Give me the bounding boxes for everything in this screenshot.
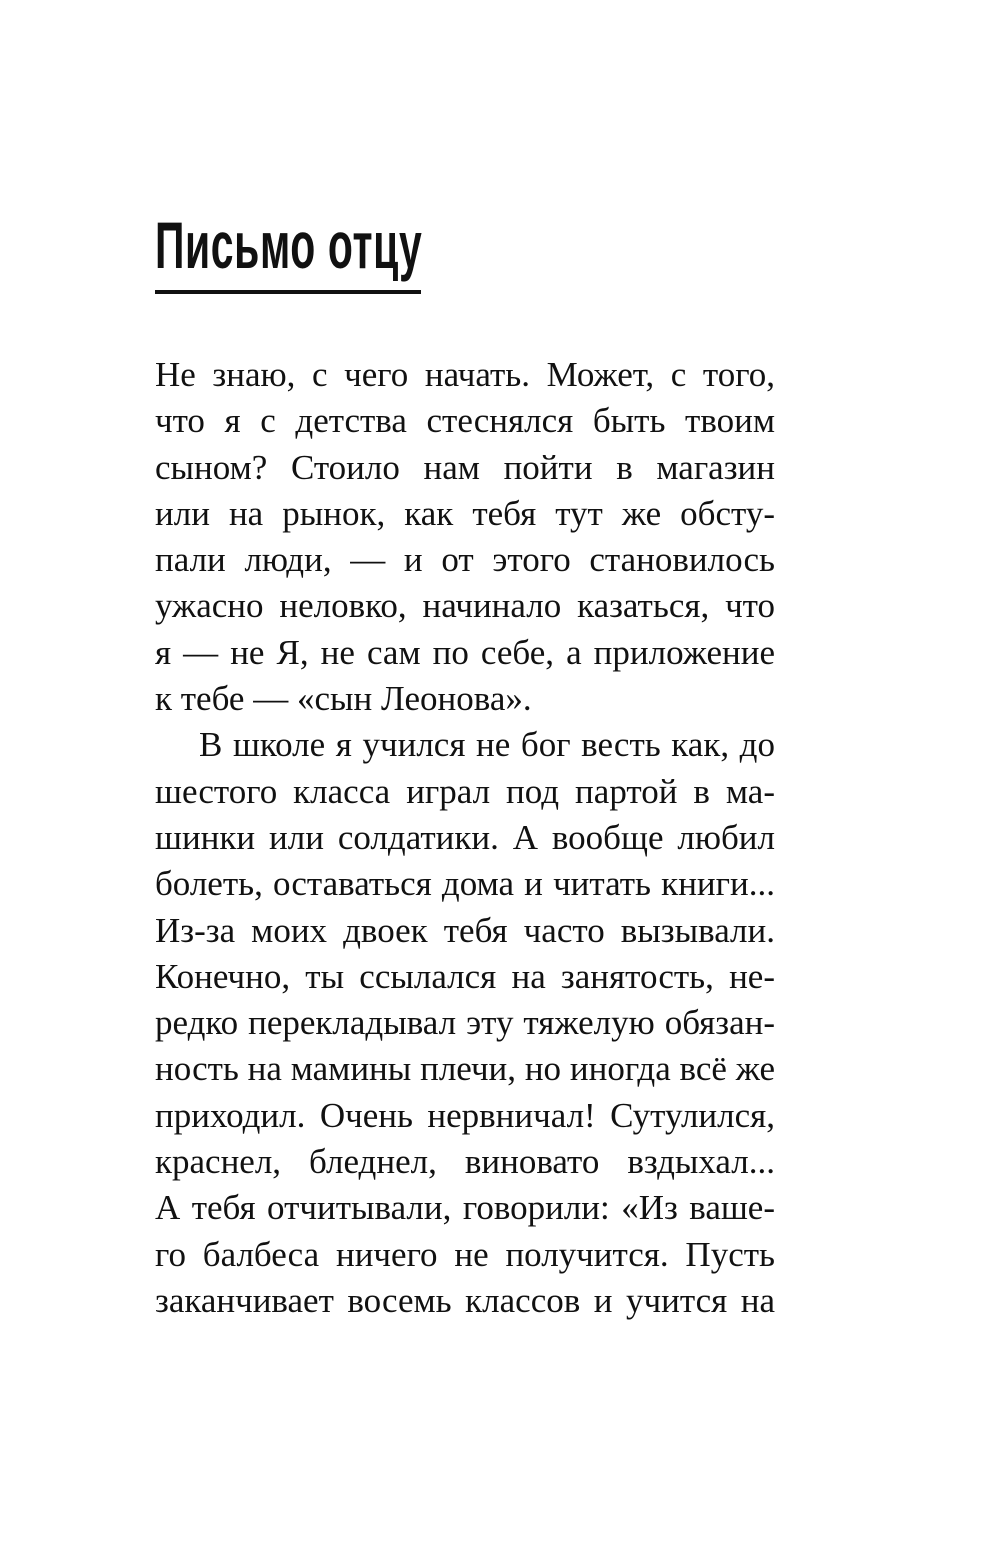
text-line: шестого класса играл под партой в ма- (155, 771, 775, 811)
text-line: болеть, оставаться дома и читать книги... (155, 864, 775, 904)
text-line: или на рынок, как тебя тут же обсту- (155, 493, 775, 533)
text-line: к тебе — «сын Леонова». (155, 679, 532, 719)
text-line: го балбеса ничего не получится. Пусть (155, 1234, 775, 1274)
text-line: краснел, бледнел, виновато вздыхал... (155, 1142, 775, 1182)
text-line: ность на мамины плечи, но иногда всё же (155, 1049, 775, 1089)
text-line: В школе я учился не бог весть как, до (199, 725, 775, 765)
text-line: приходил. Очень нервничал! Сутулился, (155, 1095, 775, 1135)
text-line: я — не Я, не сам по себе, а приложение (155, 632, 775, 672)
text-line: редко перекладывал эту тяжелую обязан- (155, 1003, 775, 1043)
text-line: Из-за моих двоек тебя часто вызывали. (155, 910, 775, 950)
text-line: Не знаю, с чего начать. Может, с того, (155, 355, 775, 394)
body-text (155, 352, 775, 1324)
text-line: А тебя отчитывали, говорили: «Из ваше- (155, 1188, 775, 1228)
text-line: Конечно, ты ссылался на занятость, не- (155, 956, 775, 996)
text-line: ужасно неловко, начинало казаться, что (155, 586, 775, 626)
text-line: сыном? Стоило нам пойти в магазин (155, 447, 775, 487)
chapter-title: Письмо отцу (155, 208, 423, 282)
title-underline (155, 290, 421, 294)
text-line: пали люди, — и от этого становилось (155, 540, 775, 580)
text-line: шинки или солдатики. А вообще любил (155, 817, 775, 857)
text-line: что я с детства стеснялся быть твоим (155, 401, 775, 441)
text-line: заканчивает восемь классов и учится на (155, 1280, 775, 1320)
